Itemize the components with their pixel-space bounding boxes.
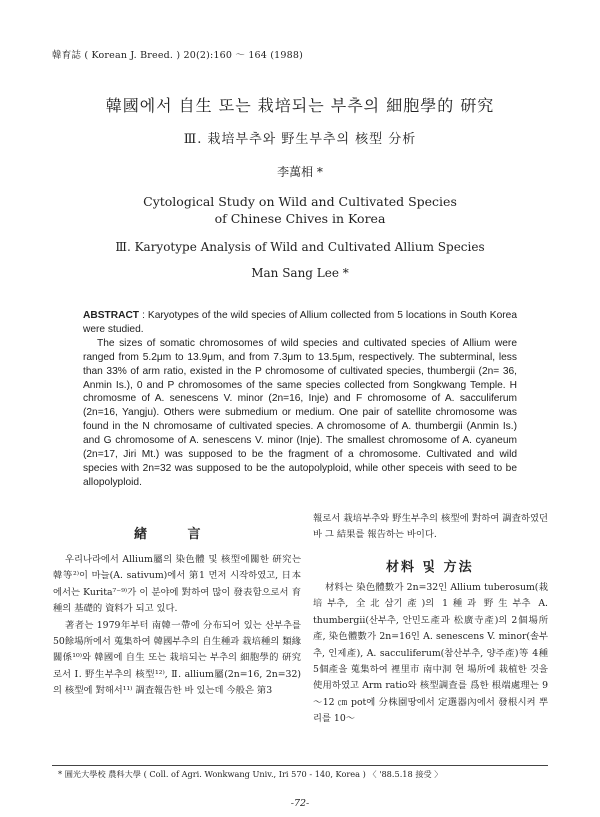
title-english-line2: of Chinese Chives in Korea	[214, 211, 386, 226]
subtitle-korean: Ⅲ. 栽培부추와 野生부추의 核型 分析	[183, 132, 417, 147]
journal-citation: 韓育誌 ( Korean J. Breed. ) 20(2):160 ～ 164 (1988)	[52, 50, 304, 61]
methods-heading: 材料 및 方法	[386, 560, 474, 575]
abstract-body: The sizes of somatic chromosomes of wild species and cultivated species of Allium were ranged from 5.2μm to 13.9μm, and from 7.3μm to 13.5μm, respectively. The subterminal, less than 33% of arm ratio, existed in the P chromosome of cultivated species, thumbergii (2n= 36, Anmin Is.), 0 and P chromosomes of the same species collected from Songkwang Temple. H chromosme of A. senescens V. minor (2n=16, Inje) and F chromosome of A. sacculiferum (2n=16, Yangju). Others were submedium or medium. One pair of satellite chromosome was found in the N chromosame of cultivated species. A chromosome of A. thumbergii (Anmin Is.) and G chromosome of A. senescens V. minor (Inje). The smallest chromosome of A. cyaneum (2n=17, Jiri Mt.) was supposed to be the fragment of a chromosome. Cultivated and wild species with 2n=32 was supposed to be the autopolyploid, while other speceis with seed to be allopolyploid.	[83, 337, 517, 488]
methods-paragraph-1: 材料는 染色體數가 2n=32인 Allium tuberosum(栽培부추, 全北삼기產)의 1種과 野生부추 A. thumbergii(산부추, 안민도產과 松廣寺產)의 2個場所產, 染色體數가 2n=16인 A. senescens V. minor(솔부추, 인제產), A. sacculiferum(참산부추, 양주產)等 4種 5個產을 蒐集하여 裡里市 南中洞 현 場所에 栽植한 것을 使用하였고 Arm ratio와 核型調査를 爲한 根端處理는 9～12 ㎝ pot에 分株園땅에서 定選器內에서 發根시켜 뿌리를 10～	[313, 582, 548, 725]
intro-paragraph-1: 우리나라에서 Allium屬의 染色體 및 核型에關한 硏究는 韓等²⁾이 마늘(A. sativum)에서 第1 먼저 시작하였고, 日本에서는 Kurita⁷⁻⁹⁾가 이 분야에 對하여 많이 發表함으로서 育種의 基礎的 資料가 되고 있다.	[53, 554, 301, 615]
subtitle-english: Ⅲ. Karyotype Analysis of Wild and Cultivated Allium Species	[115, 240, 485, 254]
title-english	[0, 193, 600, 227]
footnote: * 圓光大學校 農科大學 ( Coll. of Agri. Wonkwang Univ., Iri 570 - 140, Korea ) 〈 '88.5.18 接受 〉	[58, 769, 443, 779]
page-number: -72-	[290, 798, 310, 809]
title-english-line1: Cytological Study on Wild and Cultivated Species	[143, 194, 457, 209]
intro-body	[53, 552, 301, 700]
abstract-intro: : Karyotypes of the wild species of Allium collected from 5 locations in South Korea were studied.	[83, 310, 517, 335]
abstract	[83, 309, 517, 490]
footnote-divider	[52, 765, 548, 766]
methods-body	[313, 580, 548, 728]
author-korean: 李萬相 *	[277, 165, 323, 179]
title-korean: 韓國에서 自生 또는 栽培되는 부추의 細胞學的 硏究	[105, 96, 495, 115]
abstract-label: ABSTRACT	[83, 310, 140, 321]
author-english: Man Sang Lee *	[251, 266, 349, 280]
intro-paragraph-2: 著者는 1979年부터 南韓一帶에 分布되어 있는 산부추를 50餘場所에서 蒐集하여 韓國부추의 自生種과 栽培種의 類緣關係¹⁰⁾와 韓國에 自生 또는 栽培되는 부추의 細胞學的 硏究로서 Ⅰ. 野生부추의 核型¹²⁾, Ⅱ. allium屬(2n=16, 2n=32)의 核型에 對해서¹¹⁾ 調査報告한 바 있는데 今般은 第3	[53, 619, 301, 697]
intro-heading: 緖 言	[134, 527, 219, 542]
intro-continuation: 報로서 栽培부추와 野生부추의 核型에 對하여 調査하였던 바 그 結果를 報告하는 바이다.	[313, 513, 548, 541]
